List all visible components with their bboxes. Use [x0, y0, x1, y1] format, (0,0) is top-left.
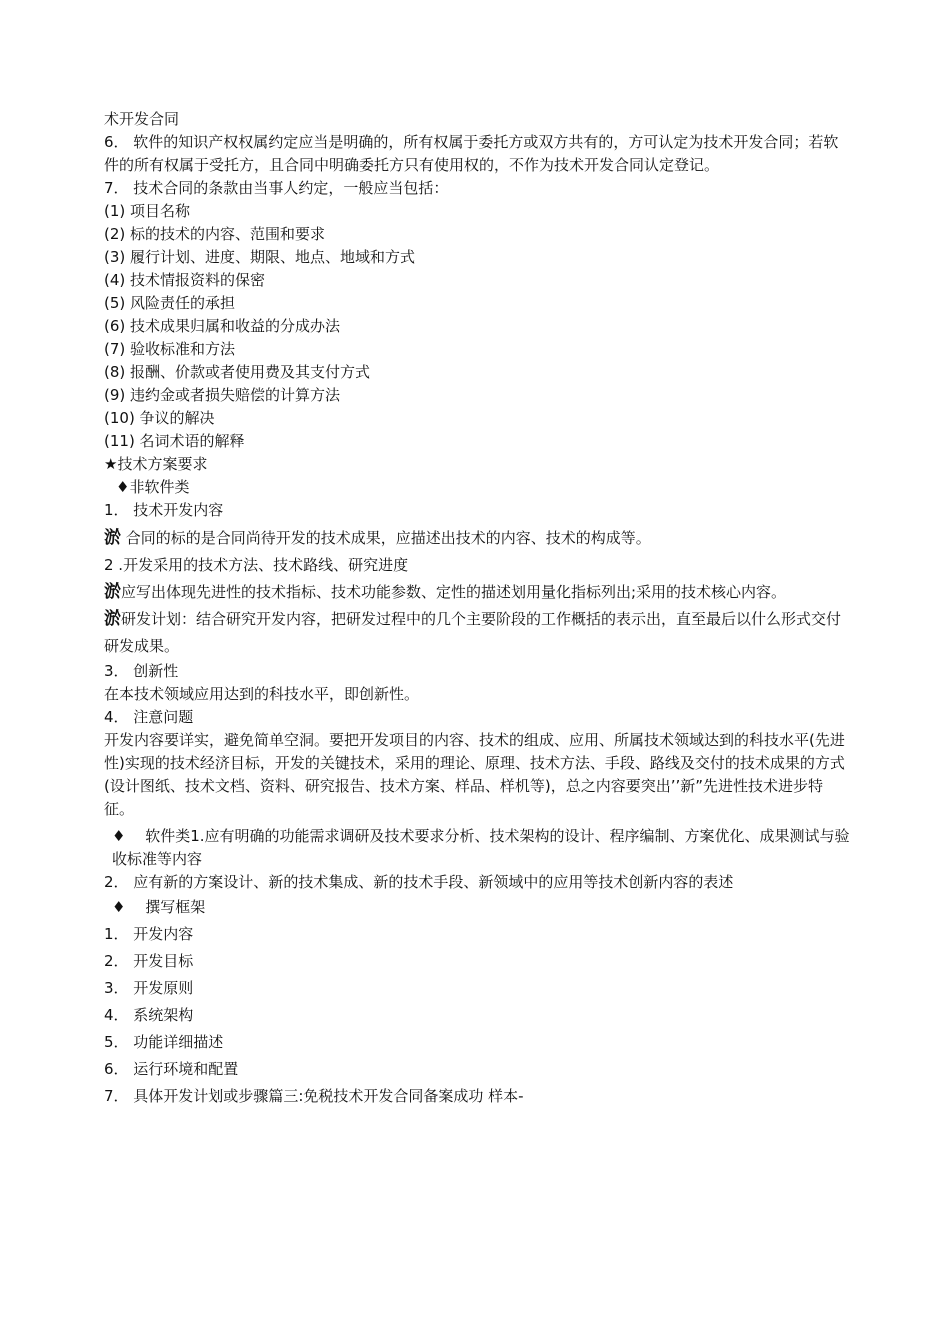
numbered-item: 4． 注意问题: [104, 708, 194, 726]
subsection-heading: ♦非软件类: [116, 478, 190, 496]
paragraph: [104, 525, 852, 552]
list-item: (10) 争议的解决: [104, 409, 215, 427]
paragraph-text: 研发计划：结合研究开发内容，把研发过程中的几个主要阶段的工作概括的表示出，直至最后以什么形式交付研发成果。: [104, 610, 842, 655]
lead-glyph: 淤: [104, 609, 121, 629]
text-line: 在本技术领域应用达到的科技水平，即创新性。: [104, 685, 420, 703]
list-item: (9) 违约金或者损失赔偿的计算方法: [104, 386, 341, 404]
numbered-item: 7． 具体开发计划或步骤篇三:免税技术开发合同备案成功 样本-: [104, 1087, 524, 1105]
numbered-item: 2 .开发采用的技术方法、技术路线、研究进度: [104, 556, 409, 574]
paragraph: [104, 606, 852, 660]
lead-glyph: 淤: [104, 582, 121, 602]
list-item: (5) 风险责任的承担: [104, 294, 236, 312]
numbered-item: 3． 创新性: [104, 662, 179, 680]
paragraph: 6． 软件的知识产权权属约定应当是明确的，所有权属于委托方或双方共有的，方可认定为技术开发合同；若软件的所有权属于受托方，且合同中明确委托方只有使用权的，不作为技术开发合同认定登记。: [104, 133, 839, 174]
paragraph: ♦ 软件类1.应有明确的功能需求调研及技术要求分析、技术架构的设计、程序编制、方案优化、成果测试与验收标准等内容: [112, 827, 850, 868]
numbered-item: 1． 技术开发内容: [104, 501, 224, 519]
text-line: 术开发合同: [104, 110, 180, 128]
list-item: (6) 技术成果归属和收益的分成办法: [104, 317, 341, 335]
list-item: (7) 验收标准和方法: [104, 340, 236, 358]
text-line: 7． 技术合同的条款由当事人约定，一般应当包括：: [104, 179, 449, 197]
list-item: (2) 标的技术的内容、范围和要求: [104, 225, 326, 243]
numbered-item: 6． 运行环境和配置: [104, 1060, 239, 1078]
list-item: (11) 名词术语的解释: [104, 432, 245, 450]
paragraph: [104, 579, 852, 606]
numbered-item: 3． 开发原则: [104, 979, 194, 997]
paragraph-text: 合同的标的是合同尚待开发的技术成果，应描述出技术的内容、技术的构成等。: [121, 529, 651, 547]
paragraph-text: 应写出体现先进性的技术指标、技术功能参数、定性的描述划用量化指标列出;采用的技术核心内容。: [121, 583, 787, 601]
paragraph: 2． 应有新的方案设计、新的技术集成、新的技术手段、新领域中的应用等技术创新内容的表述: [104, 873, 734, 891]
paragraph: 开发内容要详实，避免简单空洞。要把开发项目的内容、技术的组成、应用、所属技术领域达到的科技水平(先进性)实现的技术经济目标，开发的关键技术，采用的理论、原理、技术方法、手段、路线及交付的技术成果的方式(设计图纸、技术文档、资料、研究报告、技术方案、样品、样机等)，总之内容要突出’’新”先进性技术进步特征。: [104, 731, 845, 818]
list-item: (8) 报酬、价款或者使用费及其支付方式: [104, 363, 371, 381]
list-item: (3) 履行计划、进度、期限、地点、地域和方式: [104, 248, 416, 266]
lead-glyph: 淤: [104, 528, 121, 548]
numbered-item: 2． 开发目标: [104, 952, 194, 970]
list-item: (4) 技术情报资料的保密: [104, 271, 266, 289]
numbered-item: 1． 开发内容: [104, 925, 194, 943]
subsection-heading: ♦ 撰写框架: [112, 898, 206, 916]
numbered-item: 5． 功能详细描述: [104, 1033, 224, 1051]
list-item: (1) 项目名称: [104, 202, 191, 220]
numbered-item: 4． 系统架构: [104, 1006, 194, 1024]
document-body: [104, 108, 852, 1110]
section-heading: ★技术方案要求: [104, 455, 208, 473]
